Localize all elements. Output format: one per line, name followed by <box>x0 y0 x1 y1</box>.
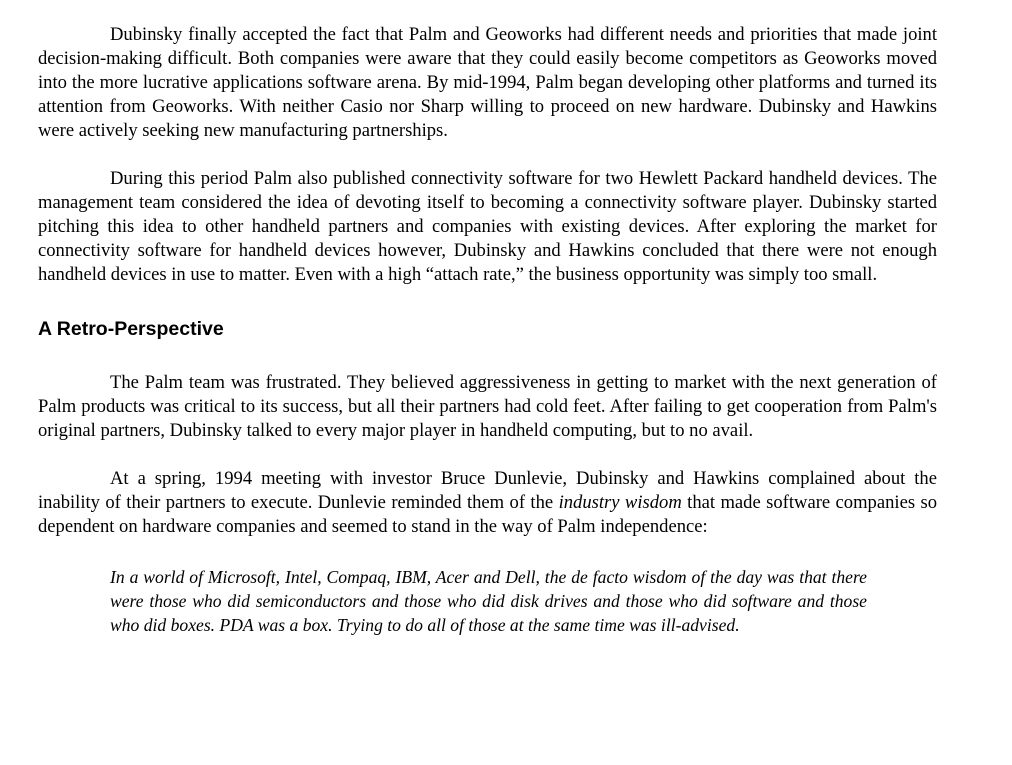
paragraph-frustrated: The Palm team was frustrated. They believed aggressiveness in getting to market with the next generation of Palm products was critical to its success, but all their partners had cold feet. After failing to get cooperation from Palm's original partners, Dubinsky talked to every major player in handheld computing, but to no avail. <box>38 372 937 441</box>
paragraph-connectivity: During this period Palm also published connectivity software for two Hewlett Packard handheld devices. The management team considered the idea of devoting itself to becoming a connectivity software player. Dubinsky started pitching this idea to other handheld partners and companies with existing devices. After exploring the market for connectivity software for handheld devices however, Dubinsky and Hawkins concluded that there were not enough handheld devices in use to matter. Even with a high “attach rate,” the business opportunity was simply too small. <box>38 168 937 285</box>
industry-wisdom-emphasis: industry wisdom <box>558 492 682 513</box>
paragraph-dunlevie-meeting <box>38 467 937 539</box>
paragraph-geoworks: Dubinsky finally accepted the fact that Palm and Geoworks had different needs and priorities that made joint decision-making difficult. Both companies were aware that they could easily become competitors as Geoworks moved into the more lucrative applications software arena. By mid-1994, Palm began developing other platforms and turned its attention from Geoworks. With neither Casio nor Sharp willing to proceed on new hardware. Dubinsky and Hawkins were actively seeking new manufacturing partnerships. <box>38 24 937 141</box>
document-page <box>38 23 937 637</box>
paragraph-dunlevie-text-2: that made software companies so dependent on hardware companies and seemed to stand in the way of Palm independence: <box>38 492 938 537</box>
section-heading: A Retro-Perspective <box>38 318 224 340</box>
block-quote: In a world of Microsoft, Intel, Compaq, IBM, Acer and Dell, the de facto wisdom of the day was that there were those who did semiconductors and those who did disk drives and those who did software and those who did boxes. PDA was a box. Trying to do all of those at the same time was ill-advised. <box>110 567 867 635</box>
paragraph-dunlevie-text-1: At a spring, 1994 meeting with investor Bruce Dunlevie, Dubinsky and Hawkins complained about the inability of their partners to execute. Dunlevie reminded them of the <box>38 468 937 513</box>
